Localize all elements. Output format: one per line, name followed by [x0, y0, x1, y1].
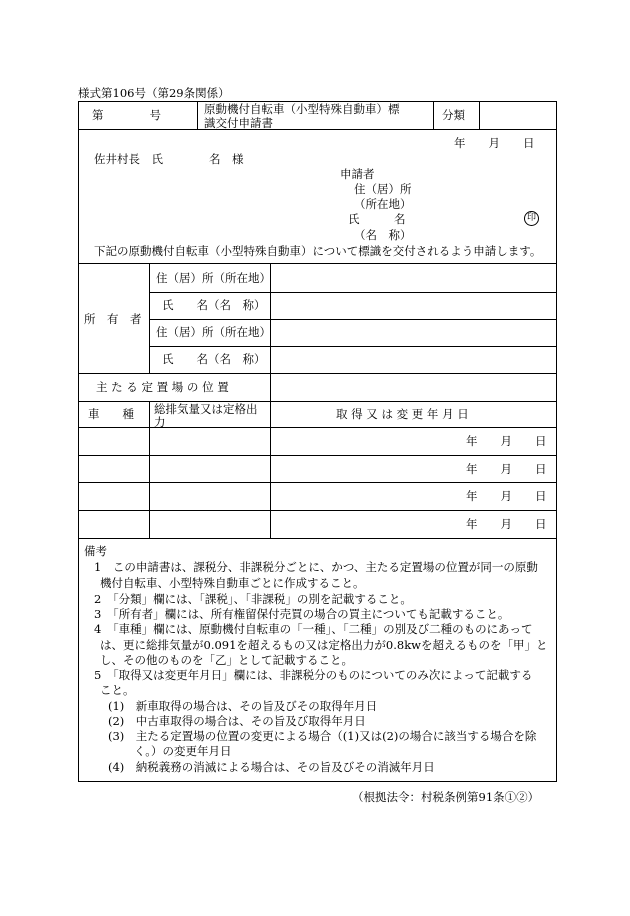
note-4-line3: し、その他のものを「乙」として記載すること。: [100, 653, 353, 667]
form-title-line1: 原動機付自転車（小型特殊自動車）標: [204, 102, 400, 116]
applicant-location-label: （所在地）: [354, 197, 412, 211]
vehicle-type-header: 車 種: [88, 407, 134, 421]
owner-name-field-1[interactable]: [276, 298, 552, 314]
displacement-field-2[interactable]: [155, 461, 265, 477]
displacement-field-4[interactable]: [155, 516, 265, 532]
owner-name-label-1: 氏 名（名 称）: [162, 298, 266, 312]
displacement-header-line1: 総排気量又は定格出: [154, 402, 258, 416]
applicant-corp-name-label: （名 称）: [354, 228, 412, 242]
note-5-sub3-line2: く。）の変更年月日: [134, 744, 232, 758]
main-storage-label: 主 た る 定 置 場 の 位 置: [96, 380, 229, 394]
owner-address-label-1: 住（居）所（所在地）: [156, 271, 271, 285]
note-2: 2 「分類」欄には、「課税」、「非課税」の別を記載すること。: [94, 592, 412, 606]
category-label: 分類: [442, 108, 465, 122]
note-5-sub2: (2) 中古車取得の場合は、その旨及び取得年月日: [108, 714, 366, 728]
notes-title: 備考: [84, 544, 107, 558]
vehicle-type-field-2[interactable]: [84, 461, 144, 477]
owner-address-field-2[interactable]: [276, 325, 552, 341]
date-field-2[interactable]: 年 月 日: [466, 462, 547, 476]
owner-name-field-2[interactable]: [276, 352, 552, 368]
note-5-sub4: (4) 納税義務の消滅による場合は、その旨及びその消滅年月日: [108, 760, 435, 774]
form-number: 様式第106号（第29条関係）: [78, 86, 230, 100]
category-field[interactable]: [484, 108, 552, 124]
displacement-field-3[interactable]: [155, 488, 265, 504]
legal-basis: （根拠法令：村税条例第91条①②）: [352, 790, 540, 804]
displacement-header-line2: 力: [154, 415, 166, 429]
displacement-field-1[interactable]: [155, 433, 265, 449]
vehicle-type-field-3[interactable]: [84, 488, 144, 504]
applicant-address-label: 住（居）所: [354, 182, 412, 196]
request-statement: 下記の原動機付自転車（小型特殊自動車）について標識を交付されるよう申請します。: [94, 244, 542, 258]
owner-address-field-1[interactable]: [276, 271, 552, 287]
note-5-sub1: (1) 新車取得の場合は、その旨及びその取得年月日: [108, 699, 378, 713]
date-field-1[interactable]: 年 月 日: [466, 434, 547, 448]
addressee: 佐井村長 氏 名 様: [94, 152, 244, 166]
seal-mark: 印: [524, 211, 539, 226]
applicant-name-label: 氏 名: [348, 212, 406, 226]
application-date[interactable]: 年 月 日: [454, 136, 535, 150]
date-field-4[interactable]: 年 月 日: [466, 517, 547, 531]
note-1-line1: 1 この申請書は、課税分、非課税分ごとに、かつ、主たる定置場の位置が同一の原動: [94, 560, 538, 574]
note-1-line2: 機付自転車、小型特殊自動車ごとに作成すること。: [100, 576, 365, 590]
vehicle-type-field-4[interactable]: [84, 516, 144, 532]
note-4-line2: は、更に総排気量が0.091を超えるもの又は定格出力が0.8kwを超えるものを「甲」と: [100, 638, 548, 652]
note-5-sub3-line1: (3) 主たる定置場の位置の変更による場合（(1)又は(2)の場合に該当する場合を除: [108, 729, 537, 743]
applicant-label: 申請者: [340, 167, 375, 181]
owner-name-label-2: 氏 名（名 称）: [162, 352, 266, 366]
vehicle-type-field-1[interactable]: [84, 433, 144, 449]
note-4-line1: 4 「車種」欄には、原動機付自転車の「一種」、「二種」の別及び二種のものにあって: [94, 622, 533, 636]
form-title-line2: 識交付申請書: [204, 116, 273, 130]
date-field-3[interactable]: 年 月 日: [466, 489, 547, 503]
note-5-line1: 5 「取得又は変更年月日」欄には、非課税分のものについてのみ次によって記載する: [94, 668, 533, 682]
receipt-number-label: 第 号: [92, 108, 161, 122]
main-storage-field[interactable]: [276, 380, 552, 396]
owner-address-label-2: 住（居）所（所在地）: [156, 325, 271, 339]
note-5-line2: こと。: [100, 683, 135, 697]
note-3: 3 「所有者」欄には、所有権留保付売買の場合の買主についても記載すること。: [94, 607, 510, 621]
owner-section-label: 所 有 者: [84, 312, 142, 326]
acquisition-date-header: 取 得 又 は 変 更 年 月 日: [336, 407, 469, 421]
